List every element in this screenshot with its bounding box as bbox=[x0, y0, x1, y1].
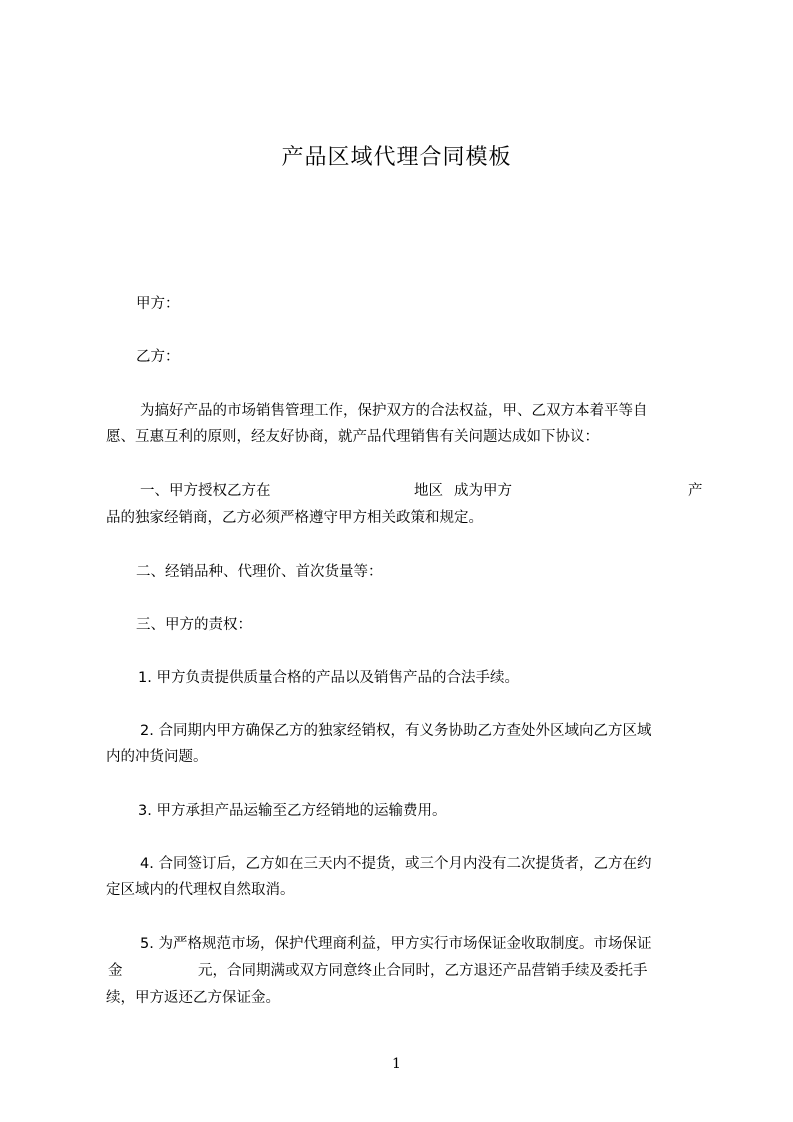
section3-heading: 三、甲方的责权： bbox=[136, 617, 252, 633]
section1-text-4: 产 bbox=[688, 483, 703, 499]
item-5-line-1: 5. 为严格规范市场，保护代理商利益，甲方实行市场保证金收取制度。市场保证 bbox=[140, 936, 652, 952]
section1-text-2: 地区 bbox=[414, 483, 443, 499]
intro-line-2: 愿、互惠互利的原则，经友好协商，就产品代理销售有关问题达成如下协议： bbox=[106, 429, 599, 445]
item-2-line-2: 内的冲货问题。 bbox=[106, 749, 208, 765]
item-1: 1. 甲方负责提供质量合格的产品以及销售产品的合法手续。 bbox=[138, 670, 519, 686]
section1-line-2: 品的独家经销商，乙方必须严格遵守甲方相关政策和规定。 bbox=[106, 510, 483, 526]
item-5-text-a: 金 bbox=[108, 963, 123, 979]
item-5-text-b: 元，合同期满或双方同意终止合同时，乙方退还产品营销手续及委托手 bbox=[198, 963, 648, 979]
item-4-line-2: 定区域内的代理权自然取消。 bbox=[106, 882, 295, 898]
item-3: 3. 甲方承担产品运输至乙方经销地的运输费用。 bbox=[138, 803, 447, 819]
section1-text-3: 成为甲方 bbox=[454, 483, 512, 499]
item-5-line-3: 续，甲方返还乙方保证金。 bbox=[106, 990, 280, 1006]
document-title: 产品区域代理合同模板 bbox=[281, 145, 512, 170]
section1-text-1: 一、甲方授权乙方在 bbox=[140, 483, 271, 499]
party-a-label: 甲方： bbox=[136, 296, 180, 312]
page-number: 1 bbox=[392, 1056, 401, 1072]
item-2-line-1: 2. 合同期内甲方确保乙方的独家经销权，有义务协助乙方查处外区域向乙方区域 bbox=[140, 723, 652, 739]
section2-heading: 二、经销品种、代理价、首次货量等： bbox=[136, 564, 383, 580]
item-4-line-1: 4. 合同签订后，乙方如在三天内不提货，或三个月内没有二次提货者，乙方在约 bbox=[140, 856, 652, 872]
party-b-label: 乙方： bbox=[136, 349, 180, 365]
intro-line-1: 为搞好产品的市场销售管理工作，保护双方的合法权益，甲、乙双方本着平等自 bbox=[140, 403, 648, 419]
